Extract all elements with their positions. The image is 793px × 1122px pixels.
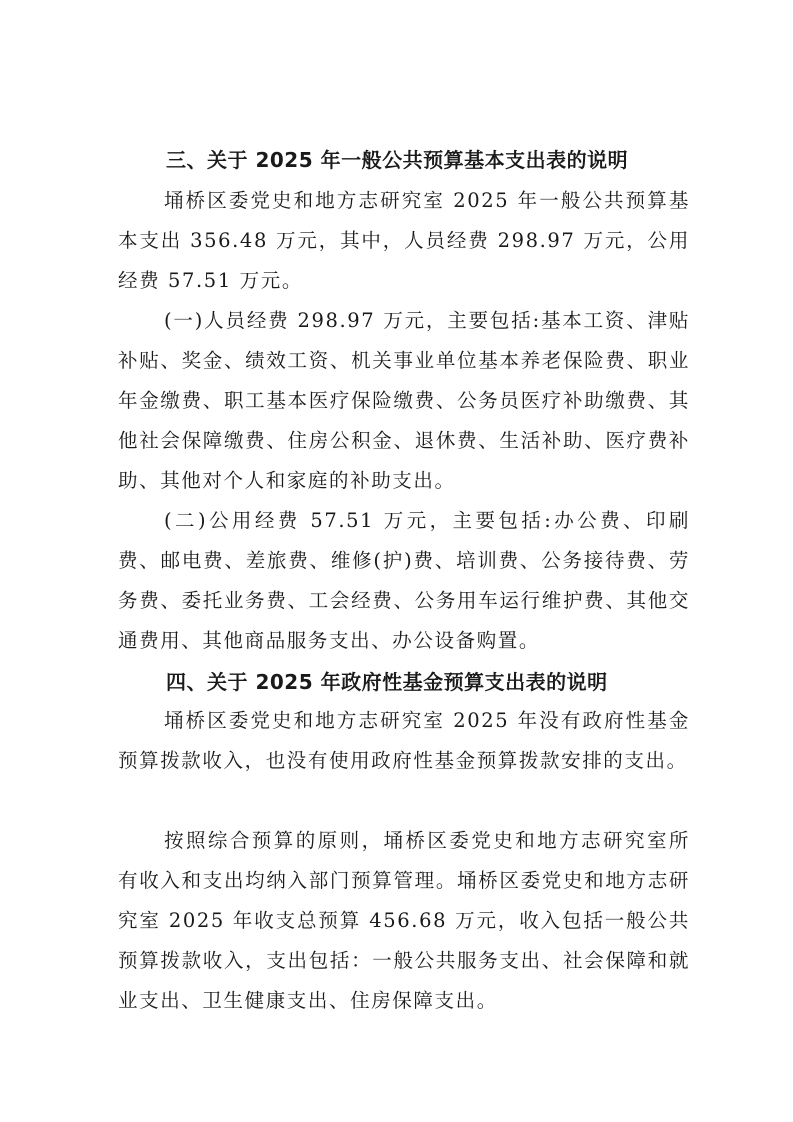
summary-paragraph: 按照综合预算的原则，埇桥区委党史和地方志研究室所有收入和支出均纳入部门预算管理。埇桥区委党史和地方志研究室 2025 年收支总预算 456.68 万元，收入包括一般公共预算拨款收入，支出包括：一般公共服务支出、社会保障和就业支出、卫生健康支出、住房保障支出。 xyxy=(118,829,690,1012)
public-expenses-paragraph: (二)公用经费 57.51 万元，主要包括:办公费、印刷费、邮电费、差旅费、维修(护)费、培训费、公务接待费、劳务费、委托业务费、工会经费、公务用车运行维护费、其他交通费用、其他商品服务支出、办公设备购置。 xyxy=(118,509,690,652)
section-3-intro-paragraph: 埇桥区委党史和地方志研究室 2025 年一般公共预算基本支出 356.48 万元，其中，人员经费 298.97 万元，公用经费 57.51 万元。 xyxy=(118,189,690,292)
personnel-expenses-paragraph: (一)人员经费 298.97 万元，主要包括:基本工资、津贴补贴、奖金、绩效工资、机关事业单位基本养老保险费、职业年金缴费、职工基本医疗保险缴费、公务员医疗补助缴费、其他社会保障缴费、住房公积金、退休费、生活补助、医疗费补助、其他对个人和家庭的补助支出。 xyxy=(118,309,690,492)
section-4-body-paragraph: 埇桥区委党史和地方志研究室 2025 年没有政府性基金预算拨款收入，也没有使用政府性基金预算拨款安排的支出。 xyxy=(118,709,690,772)
section-3-heading: 三、关于 2025 年一般公共预算基本支出表的说明 xyxy=(166,148,629,172)
section-4-heading: 四、关于 2025 年政府性基金预算支出表的说明 xyxy=(166,670,608,694)
